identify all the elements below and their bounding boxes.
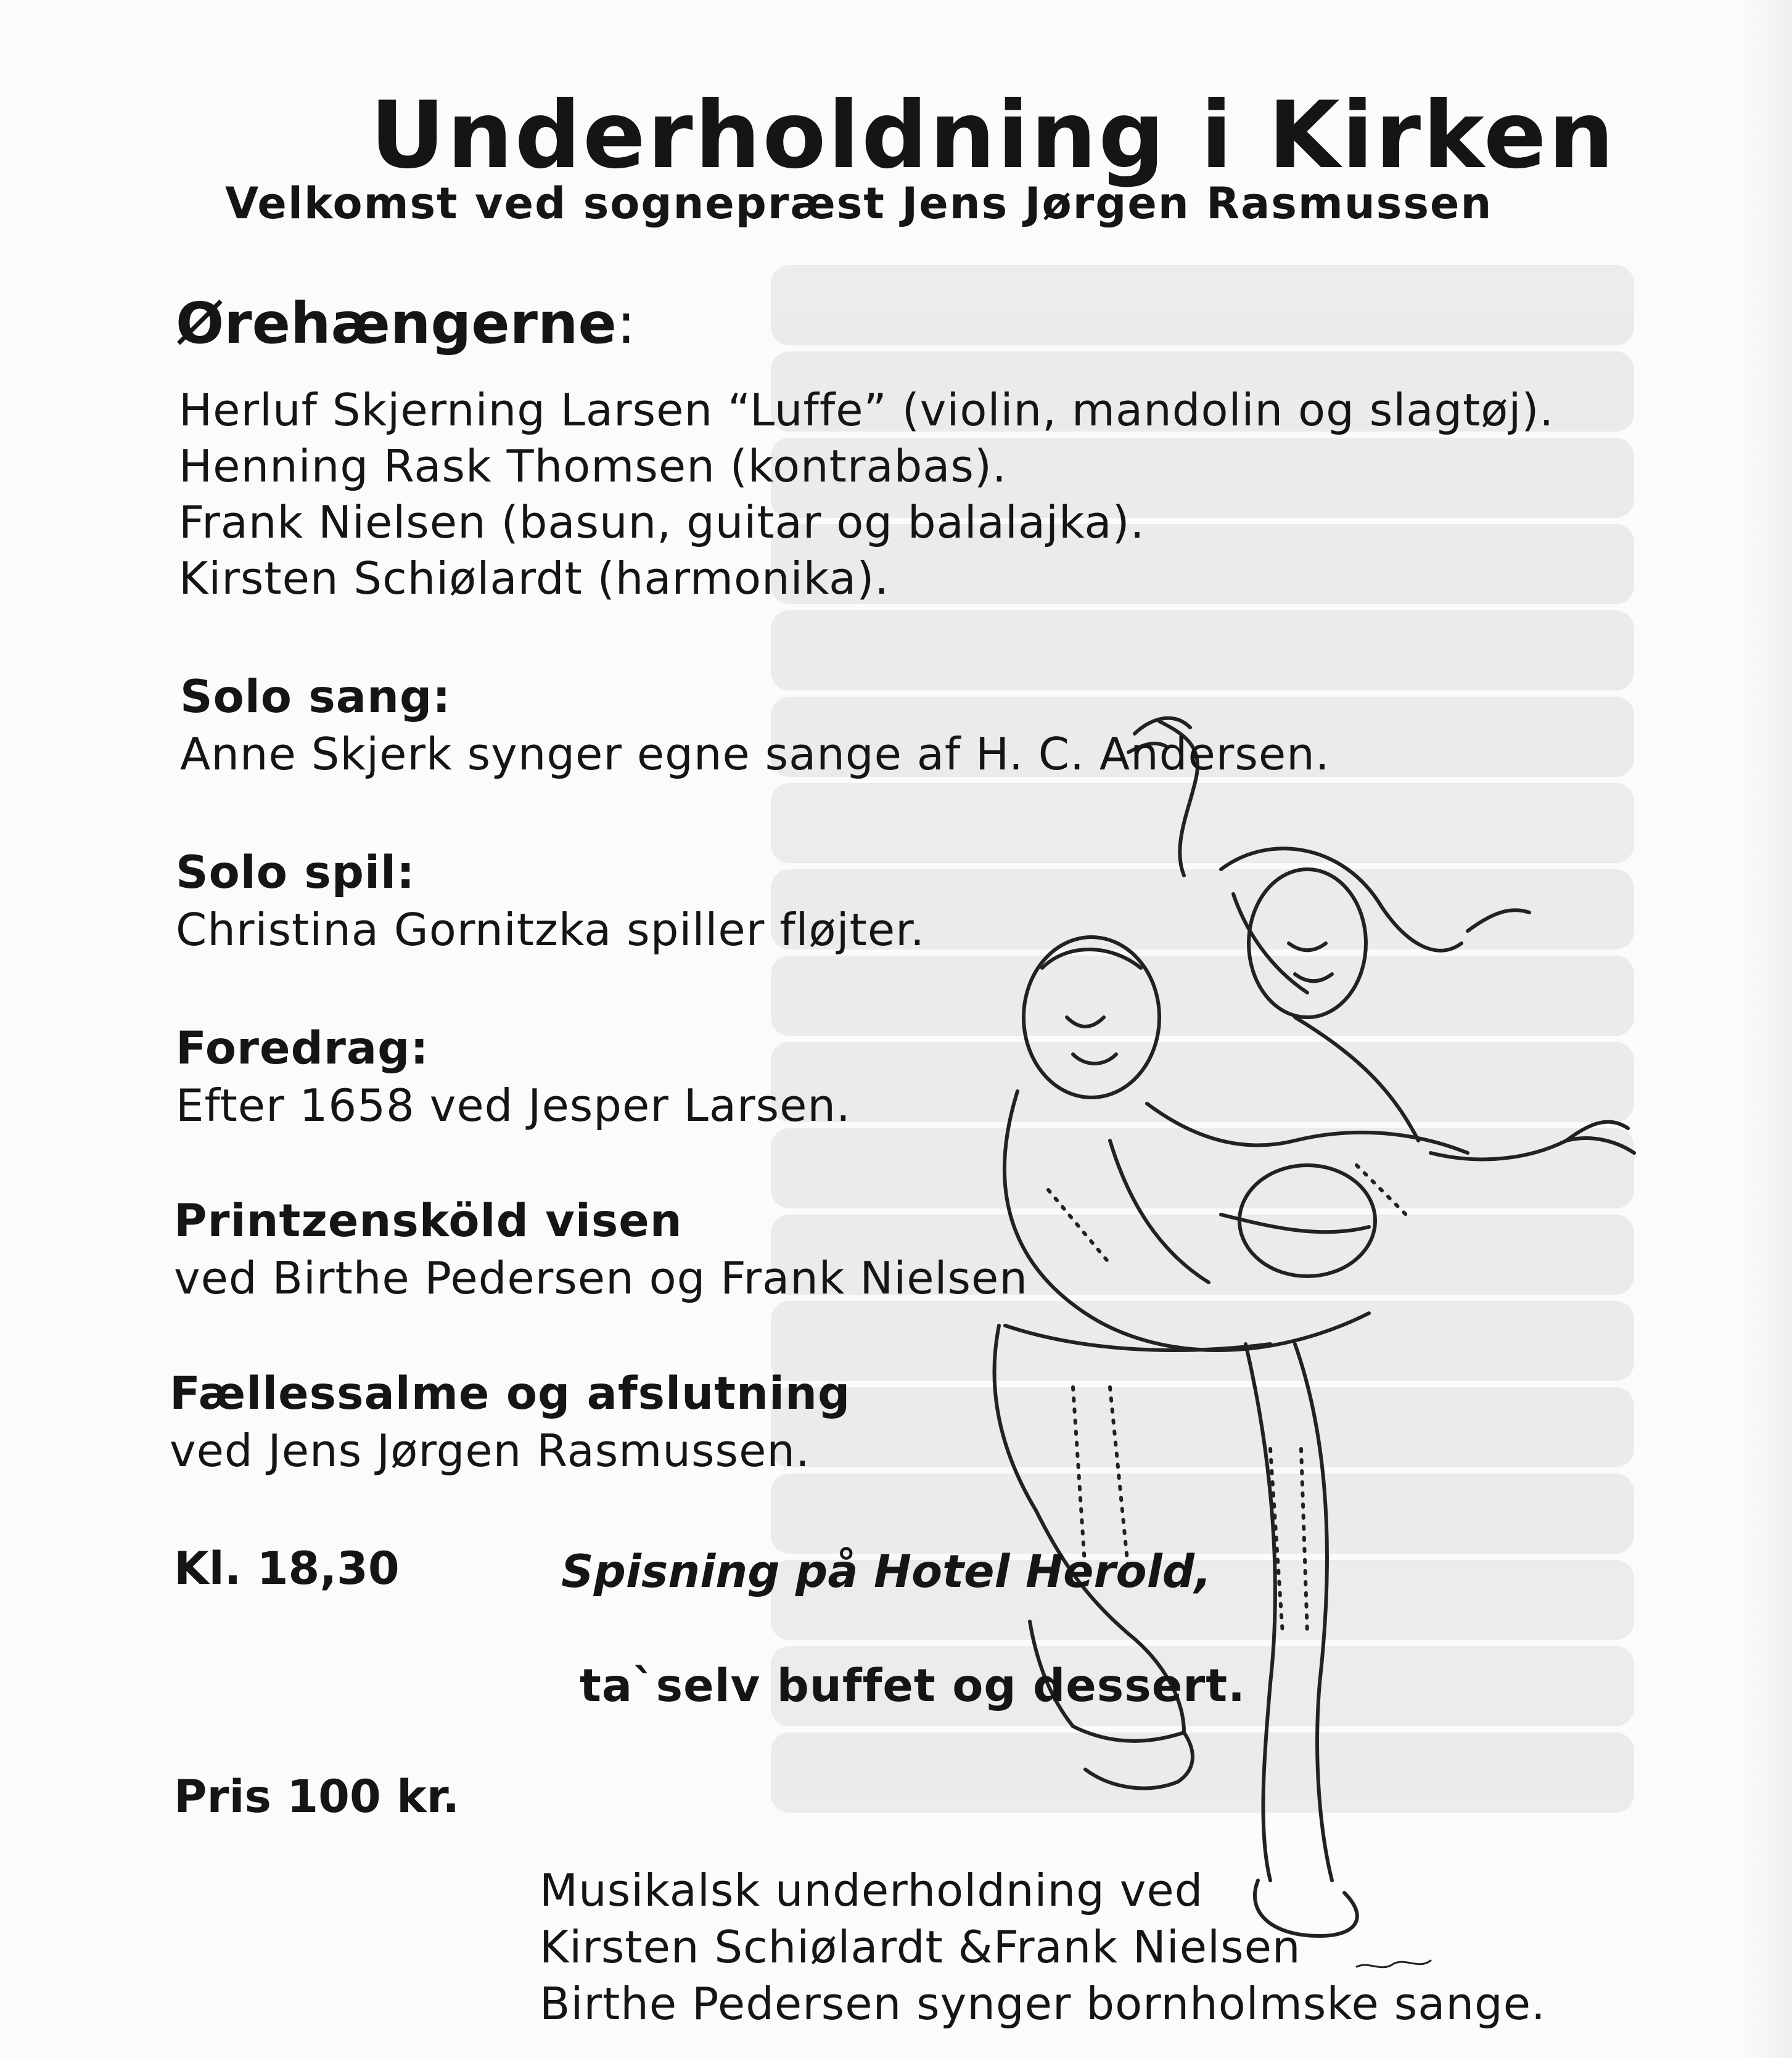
- list-item: Henning Rask Thomsen (kontrabas).: [179, 440, 1007, 492]
- section-text: ved Jens Jørgen Rasmussen.: [170, 1425, 810, 1477]
- program-section-foredrag: [176, 1020, 851, 1134]
- footer-line: Birthe Pedersen synger bornholmske sange.: [540, 1978, 1546, 2030]
- footer-credits: [540, 1862, 1546, 2032]
- dinner-time: Kl. 18,30: [174, 1543, 400, 1595]
- dinner-menu: ta`selv buffet og dessert.: [580, 1660, 1246, 1712]
- band-heading: [176, 290, 636, 356]
- footer-line: Kirsten Schiølardt &Frank Nielsen: [540, 1921, 1301, 1973]
- section-heading: Printzensköld visen: [174, 1195, 683, 1247]
- dinner-place: Spisning på Hotel Herold,: [561, 1546, 1212, 1598]
- page-subtitle: Velkomst ved sognepræst Jens Jørgen Rasmussen: [225, 178, 1493, 229]
- dinner-price: Pris 100 kr.: [174, 1771, 460, 1823]
- page-title: Underholdning i Kirken: [370, 82, 1616, 189]
- section-text: Anne Skjerk synger egne sange af H. C. Andersen.: [180, 728, 1330, 780]
- dancing-couple-illustration: [925, 709, 1665, 2004]
- section-heading: Foredrag:: [176, 1022, 429, 1075]
- section-text: ved Birthe Pedersen og Frank Nielsen: [174, 1252, 1028, 1304]
- list-item: Frank Nielsen (basun, guitar og balalajka).: [179, 496, 1145, 548]
- band-members-list: [179, 382, 1554, 607]
- program-section-printzenskold: [174, 1193, 1028, 1306]
- band-name: Ørehængerne: [176, 290, 617, 356]
- section-heading: Solo spil:: [176, 847, 416, 899]
- list-item: Herluf Skjerning Larsen “Luffe” (violin, mandolin og slagtøj).: [179, 384, 1555, 436]
- section-text: Christina Gornitzka spiller fløjter.: [176, 904, 925, 956]
- program-section-solo-spil: [176, 845, 925, 958]
- band-colon: :: [616, 290, 636, 356]
- section-text: Efter 1658 ved Jesper Larsen.: [176, 1080, 851, 1131]
- footer-line: Musikalsk underholdning ved: [540, 1864, 1204, 1916]
- list-item: Kirsten Schiølardt (harmonika).: [179, 552, 890, 604]
- program-section-faellessalme: [170, 1366, 850, 1479]
- scan-edge-shadow: [1743, 0, 1792, 2058]
- program-section-solo-sang: [180, 669, 1330, 782]
- section-heading: Fællessalme og afslutning: [170, 1367, 851, 1420]
- section-heading: Solo sang:: [180, 671, 451, 723]
